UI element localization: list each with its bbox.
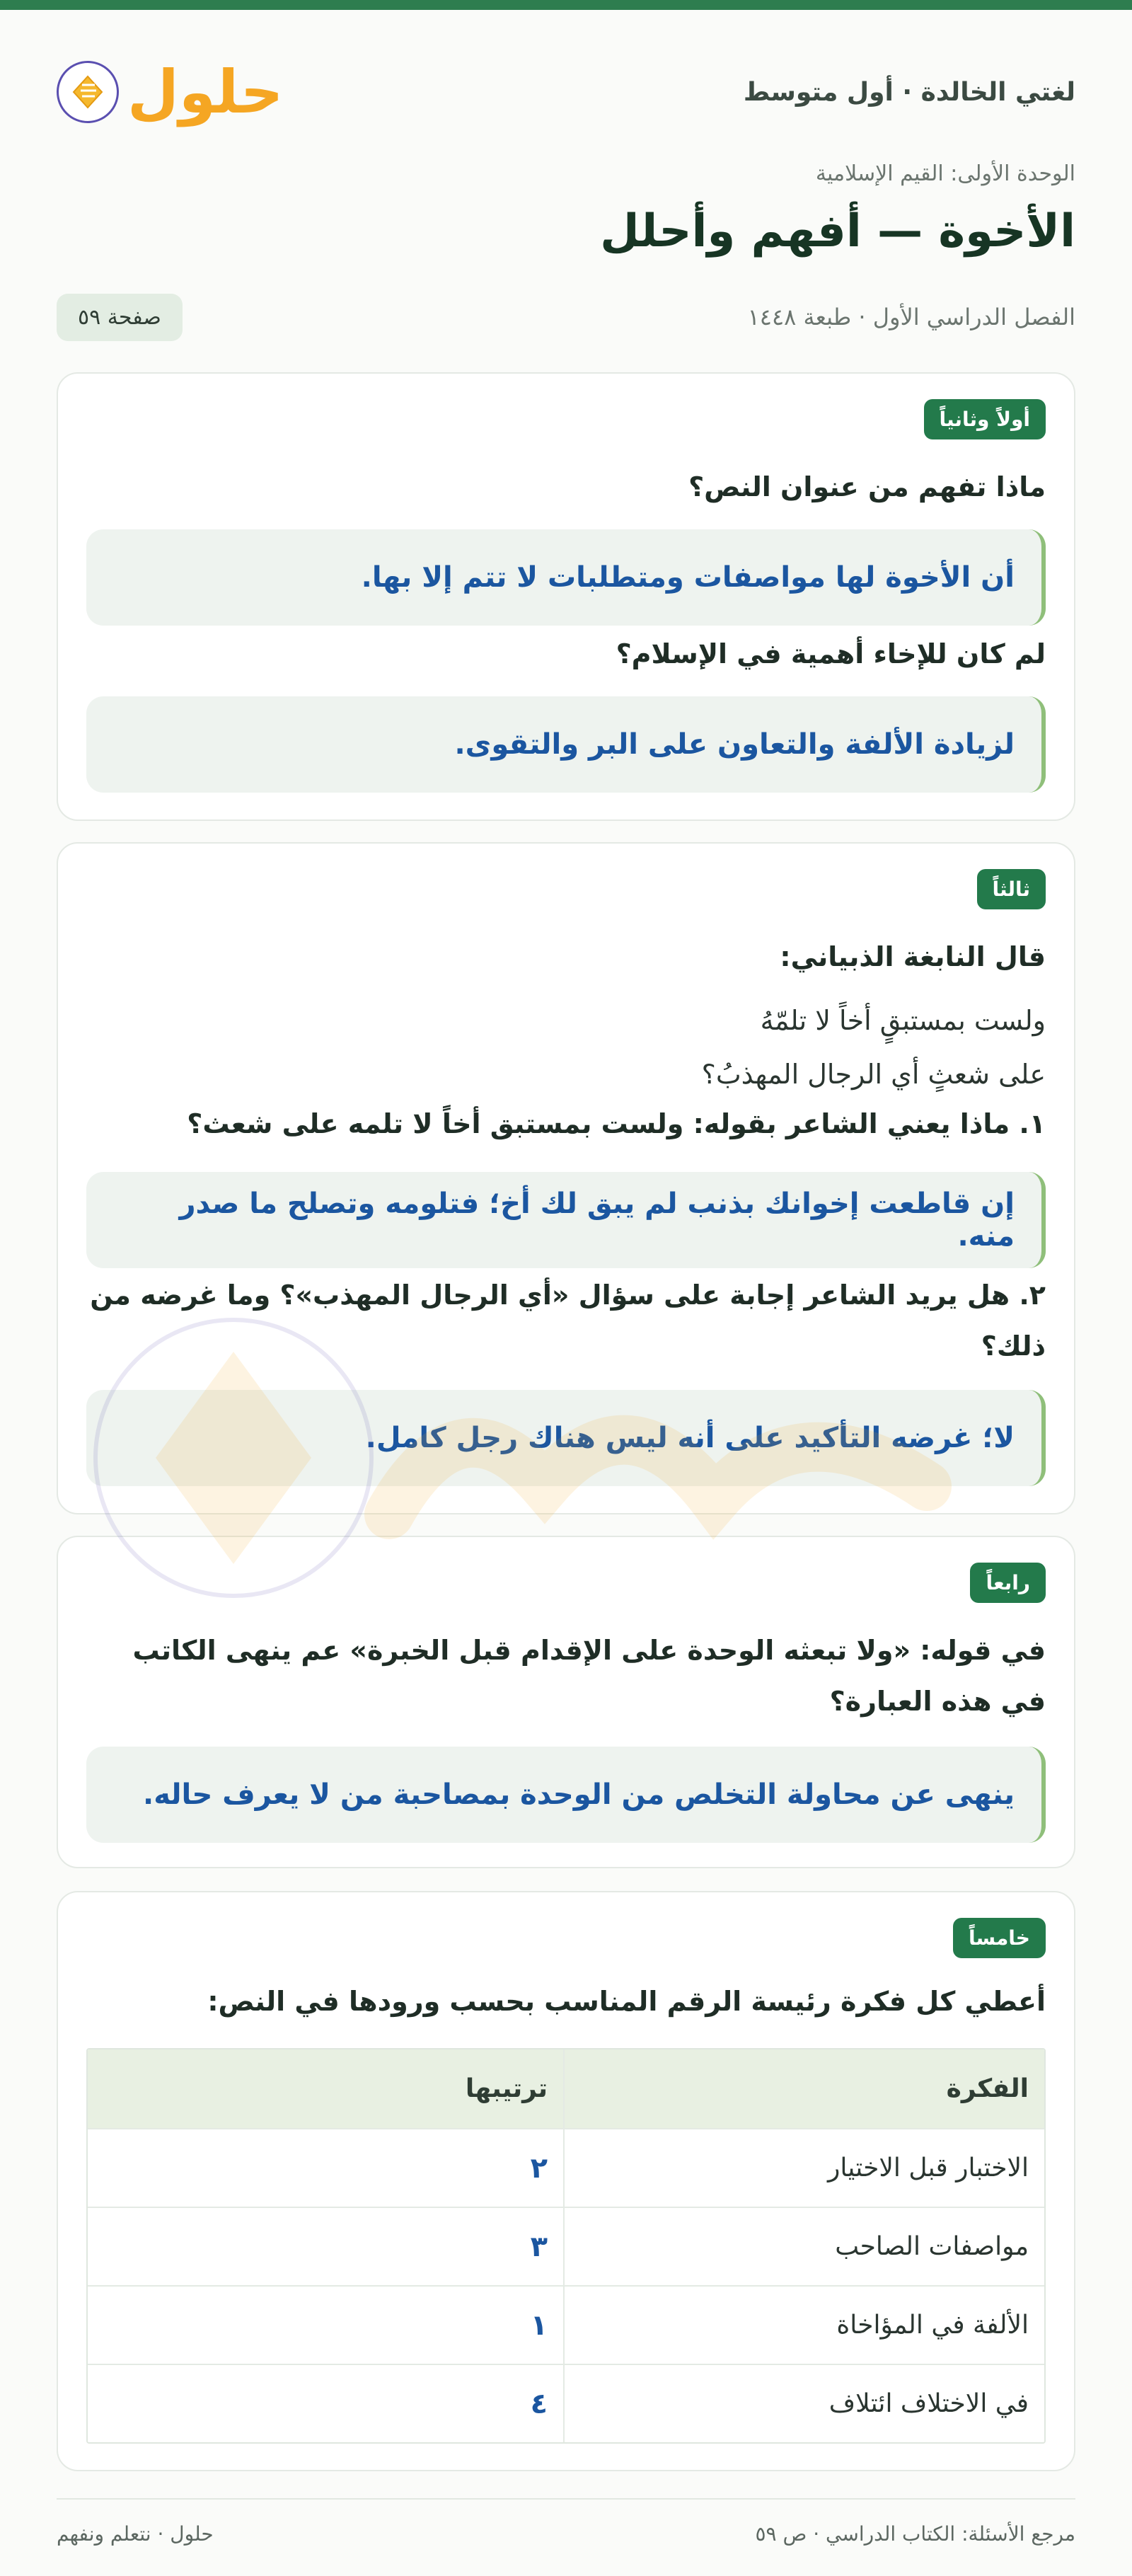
order-cell: ٢ [530,2151,548,2185]
idea-cell: في الاختلاف ائتلاف [563,2365,1044,2442]
page-header [57,50,1075,134]
table-header-row [88,2049,1044,2128]
unit-label: الوحدة الأولى: القيم الإسلامية [815,161,1075,186]
poem-verse: ولست بمستبقٍ أخاً لا تلمّهُ [760,1005,1046,1036]
question: ماذا تفهم من عنوان النص؟ [688,471,1046,502]
order-cell: ٣ [530,2230,548,2263]
order-cell: ٤ [530,2387,548,2420]
table-row [88,2128,1044,2207]
table-row [88,2207,1044,2285]
footer-brand[interactable]: حلول · نتعلم ونفهم [57,2522,214,2546]
section-first-second [57,372,1075,821]
order-cell: ١ [530,2308,548,2342]
question: في قوله: «ولا تبعثه الوحدة على الإقدام قبل الخبرة» عم ينهى الكاتب في هذه العبارة؟ [132,1635,1046,1718]
section-fourth [57,1536,1075,1868]
series-title: لغتي الخالدة · أول متوسط [743,77,1075,107]
answer-box: لزيادة الألفة والتعاون على البر والتقوى. [86,696,1046,793]
logo-wordmark: حلول [127,57,284,127]
meta-row [57,290,1075,344]
ideas-order-table [86,2048,1046,2444]
book-logo-icon [57,61,119,123]
question: ١. ماذا يعني الشاعر بقوله: ولست بمستبق أخاً لا تلمه على شعث؟ [187,1108,1046,1139]
section-badge: ثالثاً [977,869,1046,909]
section-third [57,842,1075,1514]
page-number-badge: صفحة ٥٩ [57,294,183,341]
poem-verse: على شعثٍ أي الرجال المهذبُ؟ [701,1059,1046,1090]
site-logo[interactable] [57,57,284,127]
answer-box: لا؛ غرضه التأكيد على أنه ليس هناك رجل كامل. [86,1390,1046,1486]
table-row [88,2285,1044,2364]
question: لم كان للإخاء أهمية في الإسلام؟ [616,638,1046,669]
idea-cell: الاختبار قبل الاختيار [563,2129,1044,2207]
column-header-order: ترتيبها [465,2074,548,2103]
answer-box: إن قاطعت إخوانك بذنب لم يبق لك أخ؛ فتلومه وتصلح ما صدر منه. [86,1172,1046,1268]
page-title: الأخوة — أفهم وأحلل [600,205,1075,258]
answer-box: أن الأخوة لها مواصفات ومتطلبات لا تتم إلا بها. [86,529,1046,626]
section-badge: رابعاً [970,1563,1046,1603]
footer-divider [57,2498,1075,2500]
idea-cell: الألفة في المؤاخاة [563,2287,1044,2364]
idea-cell: مواصفات الصاحب [563,2208,1044,2285]
page-footer [57,2512,1075,2555]
table-row [88,2364,1044,2442]
section-fifth [57,1891,1075,2471]
question-intro: قال النابغة الذبياني: [780,941,1046,972]
section-badge: أولاً وثانياً [924,399,1046,439]
answer-box: ينهى عن محاولة التخلص من الوحدة بمصاحبة من لا يعرف حاله. [86,1747,1046,1843]
top-accent-bar [0,0,1132,10]
term-edition: الفصل الدراسي الأول · طبعة ١٤٤٨ [747,304,1075,330]
section-badge: خامساً [953,1918,1046,1958]
column-header-idea: الفكرة [563,2049,1044,2128]
question: أعطي كل فكرة رئيسة الرقم المناسب بحسب ورودها في النص: [207,1986,1046,2017]
question: ٢. هل يريد الشاعر إجابة على سؤال «أي الرجال المهذب»؟ وما غرضه من ذلك؟ [90,1280,1046,1362]
reference-note: مرجع الأسئلة: الكتاب الدراسي · ص ٥٩ [755,2522,1075,2546]
